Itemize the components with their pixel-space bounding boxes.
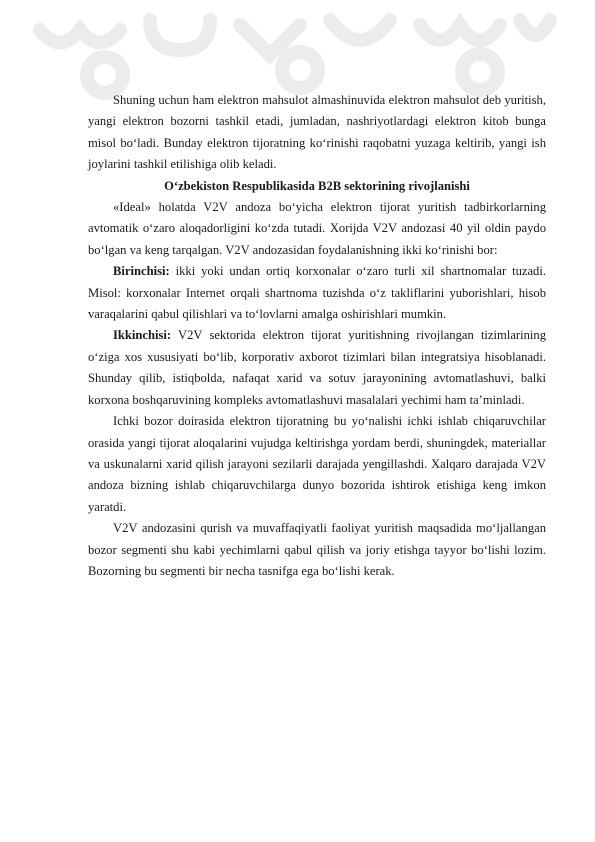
paragraph-ideal: «Ideal» holatda V2V andoza bo‘yicha elektron tijorat yuritish tadbirkorlarning avtomatik o‘zaro aloqadorligini ko‘zda tutadi. Xorijda V2V andozasi 40 yil oldin paydo bo‘lgan va keng tarqalgan. V2V andozasidan foydalanishning ikki ko‘rinishi bor: — [88, 200, 546, 257]
paragraph-internal-market: Ichki bozor doirasida elektron tijoratning bu yo‘nalishi ichki ishlab chiqaruvchilar orasida yangi tijorat aloqalarini vujudga keltirishga yordam berdi, shuningdek, materiallar va uskunalarni xarid qilish jarayoni sezilarli darajada yengillashdi. Xalqaro darajada V2V andoza bizning ishlab chiqaruvchilarga dunyo bozorida ishtirok etishiga keng imkon yaratdi. — [88, 414, 546, 514]
paragraph-intro-electronic: Shuning uchun ham elektron mahsulot almashinuvida elektron mahsulot deb yuritish, yangi elektron bozorni tashkil etadi, jumladan, nashriyotlardagi elektron kitob bunga misol bo‘ladi. Bunday elektron tijoratning ko‘rinishi raqobatni yuzaga keltirib, yangi ish joylarini tashkil etilishiga olib keladi. — [88, 93, 546, 172]
paragraph-final: V2V andozasini qurish va muvaffaqiyatli faoliyat yuritish maqsadida mo‘ljallangan bozor segmenti shu kabi yechimlarni qabul qilish va joriy etishga tayyor bo‘lishi lozim. Bozorning bu segmenti bir necha tasnifga ega bo‘lishi kerak. — [88, 521, 546, 578]
first-text: ikki yoki undan ortiq korxonalar o‘zaro turli xil shartnomalar tuzadi. Misol: korxonalar Internet orqali shartnoma tuzishda o‘z takliflarini yuborishlari, hisob varaqalarini qabul qilishlari va to‘lovlarni amalga oshirishlari mumkin. — [88, 264, 546, 322]
section-heading: O‘zbekiston Respublikasida B2B sektorining rivojlanishi — [164, 178, 470, 193]
paragraph-second — [88, 325, 546, 411]
second-text: V2V sektorida elektron tijorat yuritishning rivojlangan tizimlarining o‘ziga xos xususiyati bo‘lib, korporativ axborot tizimlari bilan integratsiya hisoblanadi. Shunday qilib, istiqbolda, nafaqat xarid va sotuv jarayonining avtomatlashuvi, balki korxona boshqaruvining kompleks avtomatlashuvi masalalari yechimi ham ta’minladi. — [88, 328, 546, 407]
paragraph-first — [88, 261, 546, 325]
first-label: Birinchisi: — [113, 264, 170, 279]
second-label: Ikkinchisi: — [113, 328, 172, 343]
document-body — [88, 90, 546, 582]
